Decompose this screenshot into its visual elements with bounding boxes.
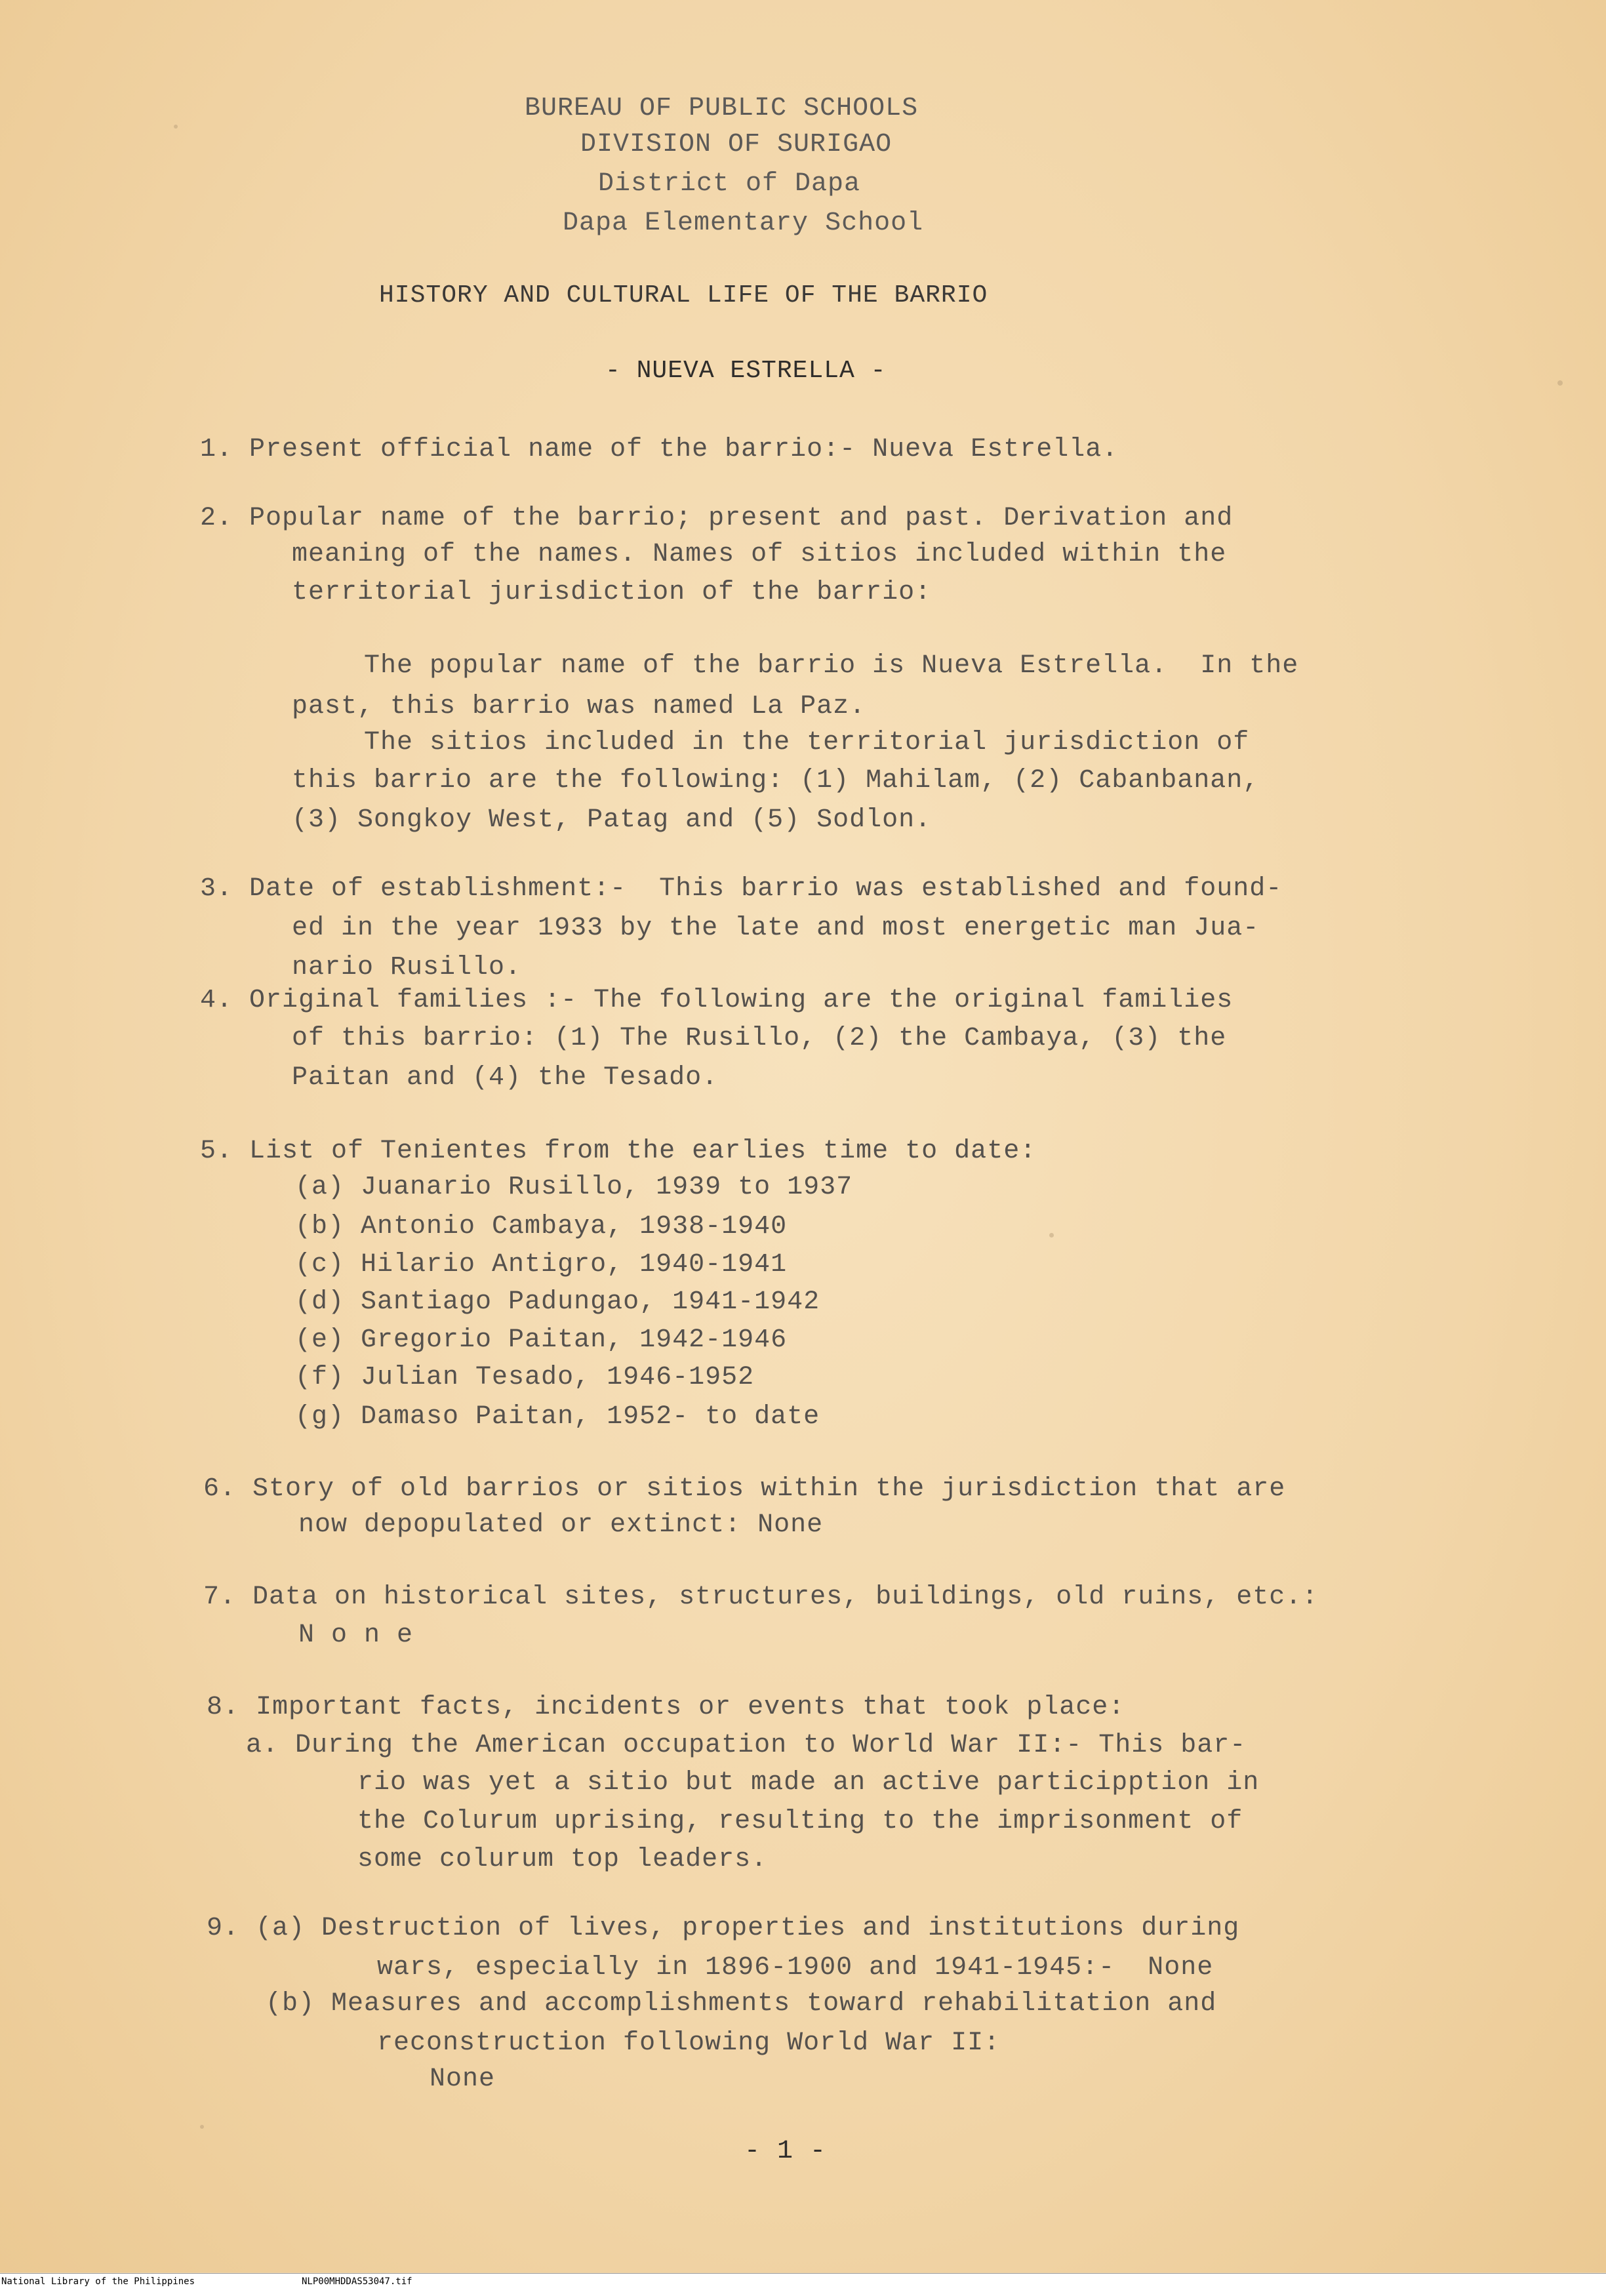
item-9-line: None [430, 2064, 496, 2094]
item-4-line: 4. Original families :- The following are the original families [200, 986, 1234, 1015]
item-6-line: now depopulated or extinct: None [298, 1510, 824, 1540]
header-district: District of Dapa [598, 169, 861, 199]
item-9-line: (b) Measures and accomplishments toward rehabilitation and [266, 1989, 1217, 2019]
item-8-line: the Colurum uprising, resulting to the imprisonment of [357, 1807, 1243, 1836]
item-2-answer-line: this barrio are the following: (1) Mahilam, (2) Cabanbanan, [292, 766, 1260, 796]
item-3-line: 3. Date of establishment:- This barrio was established and found- [200, 874, 1283, 904]
item-4-line: Paitan and (4) the Tesado. [292, 1063, 719, 1093]
item-2-line: territorial jurisdiction of the barrio: [292, 578, 932, 607]
item-2-line: meaning of the names. Names of sitios included within the [292, 540, 1227, 569]
paper-speck [1049, 1233, 1054, 1238]
item-6-line: 6. Story of old barrios or sitios within the jurisdiction that are [203, 1474, 1286, 1504]
item-2-answer-line: The popular name of the barrio is Nueva Estrella. In the [364, 651, 1299, 681]
footer-filename: NLP00MHDDAS53047.tif [302, 2276, 412, 2287]
header-school: Dapa Elementary School [563, 209, 924, 238]
header-division: DIVISION OF SURIGAO [580, 130, 893, 159]
item-2-answer-line: The sitios included in the territorial jurisdiction of [364, 728, 1250, 757]
item-4-line: of this barrio: (1) The Rusillo, (2) the Cambaya, (3) the [292, 1024, 1227, 1053]
item-8-line: some colurum top leaders. [357, 1845, 768, 1874]
paper-speck [174, 125, 178, 129]
item-7-line: 7. Data on historical sites, structures, buildings, old ruins, etc.: [203, 1582, 1319, 1612]
item-1-line: 1. Present official name of the barrio:- Nueva Estrella. [200, 435, 1119, 464]
item-2-answer-line: past, this barrio was named La Paz. [292, 692, 866, 721]
teniente-list-item: (c) Hilario Antigro, 1940-1941 [295, 1250, 788, 1279]
teniente-list-item: (a) Juanario Rusillo, 1939 to 1937 [295, 1173, 853, 1202]
document-subtitle: - NUEVA ESTRELLA - [605, 357, 887, 385]
item-9-line: reconstruction following World War II: [377, 2028, 1001, 2058]
paper-speck [1557, 380, 1563, 386]
item-3-line: ed in the year 1933 by the late and most energetic man Jua- [292, 914, 1260, 943]
item-8-line: rio was yet a sitio but made an active participption in [357, 1768, 1260, 1798]
item-8-line: a. During the American occupation to World War II:- This bar- [246, 1731, 1247, 1760]
item-5-line: 5. List of Tenientes from the earlies time to date: [200, 1137, 1037, 1166]
page-number: - 1 - [744, 2137, 827, 2166]
item-7-line: N o n e [298, 1621, 414, 1650]
item-9-line: 9. (a) Destruction of lives, properties and institutions during [207, 1914, 1240, 1943]
document-title: HISTORY AND CULTURAL LIFE OF THE BARRIO [379, 281, 988, 310]
teniente-list-item: (g) Damaso Paitan, 1952- to date [295, 1402, 820, 1432]
teniente-list-item: (b) Antonio Cambaya, 1938-1940 [295, 1212, 788, 1241]
paper-speck [200, 2125, 204, 2129]
item-8-line: 8. Important facts, incidents or events that took place: [207, 1693, 1125, 1722]
teniente-list-item: (e) Gregorio Paitan, 1942-1946 [295, 1325, 788, 1355]
item-9-line: wars, especially in 1896-1900 and 1941-1945:- None [377, 1953, 1214, 1983]
footer-library: National Library of the Philippines [1, 2276, 195, 2287]
teniente-list-item: (d) Santiago Padungao, 1941-1942 [295, 1287, 820, 1317]
item-2-answer-line: (3) Songkoy West, Patag and (5) Sodlon. [292, 805, 932, 835]
header-bureau: BUREAU OF PUBLIC SCHOOLS [525, 94, 919, 123]
footer-bar [0, 2273, 1606, 2296]
item-3-line: nario Rusillo. [292, 953, 522, 982]
teniente-list-item: (f) Julian Tesado, 1946-1952 [295, 1363, 755, 1392]
item-2-line: 2. Popular name of the barrio; present and past. Derivation and [200, 504, 1234, 533]
